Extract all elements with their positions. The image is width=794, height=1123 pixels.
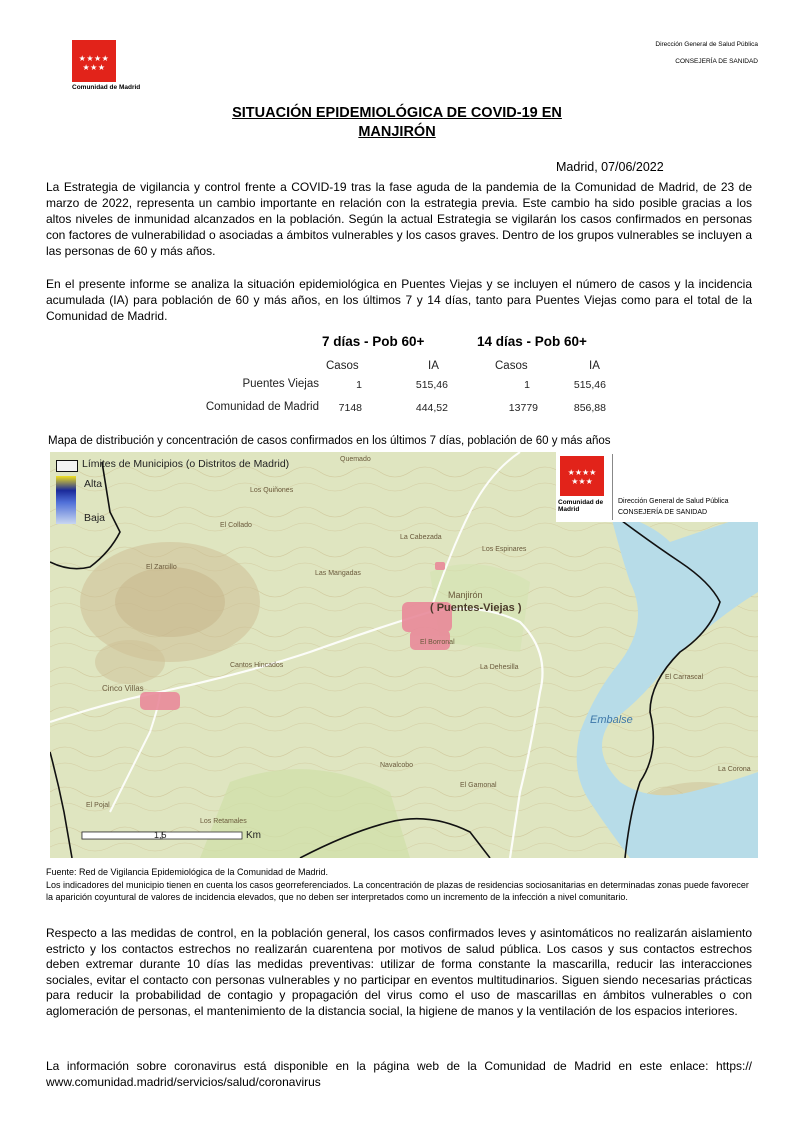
map-madrid-flag [560, 456, 604, 496]
intro-paragraph: La Estrategia de vigilancia y control frente a COVID-19 tras la fase aguda de la pandemia de la Comunidad de Madrid, de 23 de marzo de 2022, representa un cambio importante en relación con la estrategia previa. Este cambio ha sido posible gracias a los altos niveles de inmunidad alcanzados en la población. Según la actual Estrategia se vigilarán los casos confirmados en personas con factores de vulnerabilidad o asociadas a ámbitos vulnerables y los casos graves. Dentro de los grupos vulnerables se incluyen a las personas de 60 y más años. [46, 180, 752, 258]
logo-text: Comunidad de Madrid [72, 84, 141, 91]
map-label-cinco-villas: Cinco Villas [102, 684, 144, 693]
map-label-cabezada: La Cabezada [400, 534, 442, 541]
map-label-mangadas: Las Mangadas [315, 570, 361, 577]
page-title [0, 104, 794, 142]
comunidad-madrid-logo [72, 40, 141, 91]
legend-high-label: Alta [84, 478, 103, 490]
scale-value: 1,5 [154, 830, 167, 840]
row-madrid-c7: 7148 [338, 402, 362, 414]
col-ia-14: IA [589, 360, 600, 372]
map-label-puentes-viejas: ( Puentes-Viejas ) [430, 602, 522, 614]
analysis-paragraph: En el presente informe se analiza la situación epidemiológica en Puentes Viejas y se incluyen el número de casos y la incidencia acumulada (IA) para población de 60 y más años, en los últimos 7 y 14 días, tanto para Puentes Viejas como para el total de la Comunidad de Madrid. [46, 277, 752, 323]
table-head-14-days: 14 días - Pob 60+ [477, 334, 587, 349]
incidence-map [50, 452, 758, 858]
row-label-puentes: Puentes Viejas [242, 378, 319, 390]
map-legend [50, 452, 332, 530]
legend-limits-label: Límites de Municipios (o Distritos de Madrid) [82, 458, 290, 470]
map-label-navalcobo: Navalcobo [380, 762, 414, 769]
map-label-embalse: Embalse [590, 714, 633, 726]
map-caption: Mapa de distribución y concentración de casos confirmados en los últimos 7 días, población de 60 y más años [48, 435, 611, 447]
map-label-zarcillo: El Zarcillo [146, 564, 177, 571]
row-madrid-c14: 13779 [508, 402, 538, 414]
col-casos-7: Casos [326, 360, 359, 372]
map-label-hincados: Cantos Hincados [230, 662, 284, 669]
map-label-collado: El Collado [220, 522, 252, 529]
title-line-2: MANJIRÓN [358, 124, 436, 140]
map-label-espinares: Los Espinares [482, 546, 527, 553]
map-label-quinones: Los Quiñones [250, 487, 294, 494]
map-label-carrascal: El Carrascal [665, 674, 704, 681]
control-measures-paragraph: Respecto a las medidas de control, en la población general, los casos confirmados leves y asintomáticos no realizarán aislamiento estricto y los contactos estrechos no realizarán cuarentena por motivos de salud pública. Los casos y sus contactos estrechos deben extremar durante 10 días las medidas preventivas: utilizar de forma constante la mascarilla, reducir las interacciones sociales, evitar el contacto con personas vulnerables y no participar en eventos multitudinarios. Siguen siendo necesarias prácticas para reducir la probabilidad de contagio y propagación del virus como el uso de mascarillas en ámbitos vulnerables o con aglomeración de personas, el mantenimiento de la distancia social, la higiene de manos y la ventilación de los espacios interiores. [46, 926, 752, 1018]
row-label-madrid: Comunidad de Madrid [205, 401, 319, 413]
header-consejeria: CONSEJERÍA DE SANIDAD [675, 58, 758, 65]
map-label-dehesilla: La Dehesilla [480, 664, 519, 671]
row-madrid-ia14: 856,88 [573, 402, 606, 414]
map-logo-box [556, 452, 758, 522]
scale-unit: Km [246, 830, 261, 841]
stars-icon: ★★★★ ★★★ [78, 54, 110, 72]
source-line: Fuente: Red de Vigilancia Epidemiológica de la Comunidad de Madrid. [46, 867, 329, 877]
legend-density-gradient [56, 476, 76, 524]
map-label-manjiron: Manjirón [448, 590, 483, 600]
map-label-corona: La Corona [718, 766, 751, 773]
report-date: Madrid, 07/06/2022 [556, 160, 664, 174]
row-madrid-ia7: 444,52 [415, 402, 448, 414]
col-casos-14: Casos [495, 360, 528, 372]
map-label-pojal: El Pojal [86, 802, 110, 809]
title-line-1: SITUACIÓN EPIDEMIOLÓGICA DE COVID-19 EN [232, 105, 562, 121]
map-label-gamonal: El Gamonal [460, 782, 497, 789]
row-puentes-ia14: 515,46 [573, 379, 606, 391]
table-head-7-days: 7 días - Pob 60+ [322, 334, 425, 349]
map-logo-divider [612, 454, 613, 520]
info-paragraph: La información sobre coronavirus está disponible en la página web de la Comunidad de Madrid en este enlace: https:// www.comunidad.madrid/servicios/salud/coronavirus [46, 1059, 752, 1089]
row-puentes-c7: 1 [356, 379, 362, 391]
map-stars-icon: ★★★★ ★★★ [567, 468, 597, 486]
map-label-retamales: Los Retamales [200, 818, 247, 825]
source-note: Los indicadores del municipio tienen en cuenta los casos georreferenciados. La concentración de plazas de residencias sociosanitarias en determinadas zonas puede favorecer la aparición coyuntural de valores de incidencia elevados, que no deben ser interpretados como un incremento de la infección a nivel comunitario. [46, 880, 749, 903]
map-logo-name: Comunidad de Madrid [558, 499, 604, 513]
legend-low-label: Baja [84, 512, 106, 524]
row-puentes-ia7: 515,46 [415, 379, 448, 391]
map-label-borronal: El Borronal [420, 639, 455, 646]
madrid-flag [72, 40, 116, 82]
map-logo-consejeria: CONSEJERÍA DE SANIDAD [618, 509, 708, 516]
map-logo-direccion: Dirección General de Salud Pública [618, 498, 729, 505]
map-label-quemado: Quemado [340, 456, 371, 463]
header-direccion: Dirección General de Salud Pública [655, 41, 758, 48]
col-ia-7: IA [428, 360, 439, 372]
row-puentes-c14: 1 [524, 379, 530, 391]
legend-boundary-swatch [56, 460, 78, 472]
